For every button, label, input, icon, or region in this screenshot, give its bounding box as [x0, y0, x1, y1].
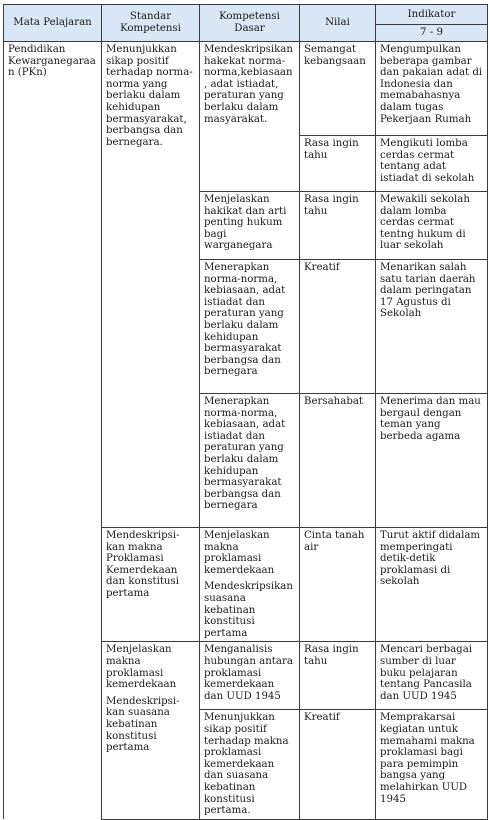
sk-cell-empty [102, 394, 200, 528]
header-mata-pelajaran: Mata Pelajaran [4, 5, 102, 42]
nilai-cell: Kreatif [300, 260, 376, 394]
nilai-cell: Rasa ingin tahu [300, 136, 376, 192]
sk-cell: Menunjukkan sikap positif terhadap norma-norma yang berlaku dalam kehidupan bermasyarakat, berbangsa dan bernegara. [102, 42, 200, 394]
table-row [4, 528, 488, 642]
sk-line: Mendeskripsi-kan suasana kebatinan konstitusi pertama [106, 695, 180, 754]
sk-cell: Mendeskripsi-kan makna Proklamasi Kemerdekaan dan konstitusi pertama [102, 528, 200, 642]
kd-cell: Mendeskripsikan hakekat norma-norma,kebiasaan, adat istiadat, peraturan yang berlaku dalam masyarakat. [200, 42, 300, 192]
kd-cell: Menerapkan norma-norma, kebiasaan, adat istiadat dan peraturan yang berlaku dalam kehidupan bermasyarakat berbangsa dan bernegara [200, 260, 300, 394]
subject-cell: Pendidikan Kewarganegaraan (PKn) [4, 42, 102, 528]
subject-cell-empty [4, 528, 102, 820]
header-indikator: Indikator [376, 5, 488, 25]
indikator-cell: Mengumpulkan beberapa gambar dan pakaian adat di Indonesia dan memabahasnya dalam tugas Pekerjaan Rumah [376, 42, 488, 136]
indikator-cell: Mewakili sekolah dalam lomba cerdas cermat tentng hukum di luar sekolah [376, 192, 488, 260]
indikator-cell: Menarikan salah satu tarian daerah dalam peringatan 17 Agustus di Sekolah [376, 260, 488, 394]
indikator-cell: Memprakarsai kegiatan untuk memahami makna proklamasi bagi para pemimpin bangsa yang melahirkan UUD 1945 [376, 710, 488, 819]
indikator-cell: Mencari berbagai sumber di luar buku pelajaran tentang Pancasila dan UUD 1945 [376, 642, 488, 710]
nilai-cell: Rasa ingin tahu [300, 642, 376, 710]
sk-cell [102, 642, 200, 819]
nilai-cell: Semangat kebangsaan [300, 42, 376, 136]
header-nilai: Nilai [300, 5, 376, 42]
competency-table [3, 4, 488, 820]
kd-cell: Menjelaskan hakikat dan arti penting hukum bagi warganegara [200, 192, 300, 260]
header-kompetensi-dasar: Kompetensi Dasar [200, 5, 300, 42]
kd-cell [200, 528, 300, 642]
kd-cell: Menunjukkan sikap positif terhadap makna proklamasi kemerdekaan dan suasana kebatinan konstitusi pertama. [200, 710, 300, 819]
nilai-cell: Kreatif [300, 710, 376, 819]
indikator-cell: Menerima dan mau bergaul dengan teman yang berbeda agama [376, 394, 488, 528]
kd-line: Mendeskripsikan suasana kebatinan konstitusi pertama [204, 581, 293, 639]
kd-line: Menjelaskan makna proklamasi kemerdekaan [204, 530, 275, 576]
table-row [4, 42, 488, 136]
nilai-cell: Bersahabat [300, 394, 376, 528]
sk-line: Menjelaskan makna proklamasi kemerdekaan [106, 644, 177, 691]
nilai-cell: Cinta tanah air [300, 528, 376, 642]
indikator-cell: Mengikuti lomba cerdas cermat tentang adat istiadat di sekolah [376, 136, 488, 192]
header-kelas: 7 - 9 [376, 25, 488, 42]
kd-cell: Menganalisis hubungan antara proklamasi kemerdekaan dan UUD 1945 [200, 642, 300, 710]
kd-cell: Menerapkan norma-norma, kebiasaan, adat istiadat dan peraturan yang berlaku dalam kehidupan bermasyarakat berbangsa dan bernegara [200, 394, 300, 528]
indikator-cell: Turut aktif didalam memperingati detik-detik proklamasi di sekolah [376, 528, 488, 642]
header-standar-kompetensi: Standar Kompetensi [102, 5, 200, 42]
nilai-cell: Rasa ingin tahu [300, 192, 376, 260]
